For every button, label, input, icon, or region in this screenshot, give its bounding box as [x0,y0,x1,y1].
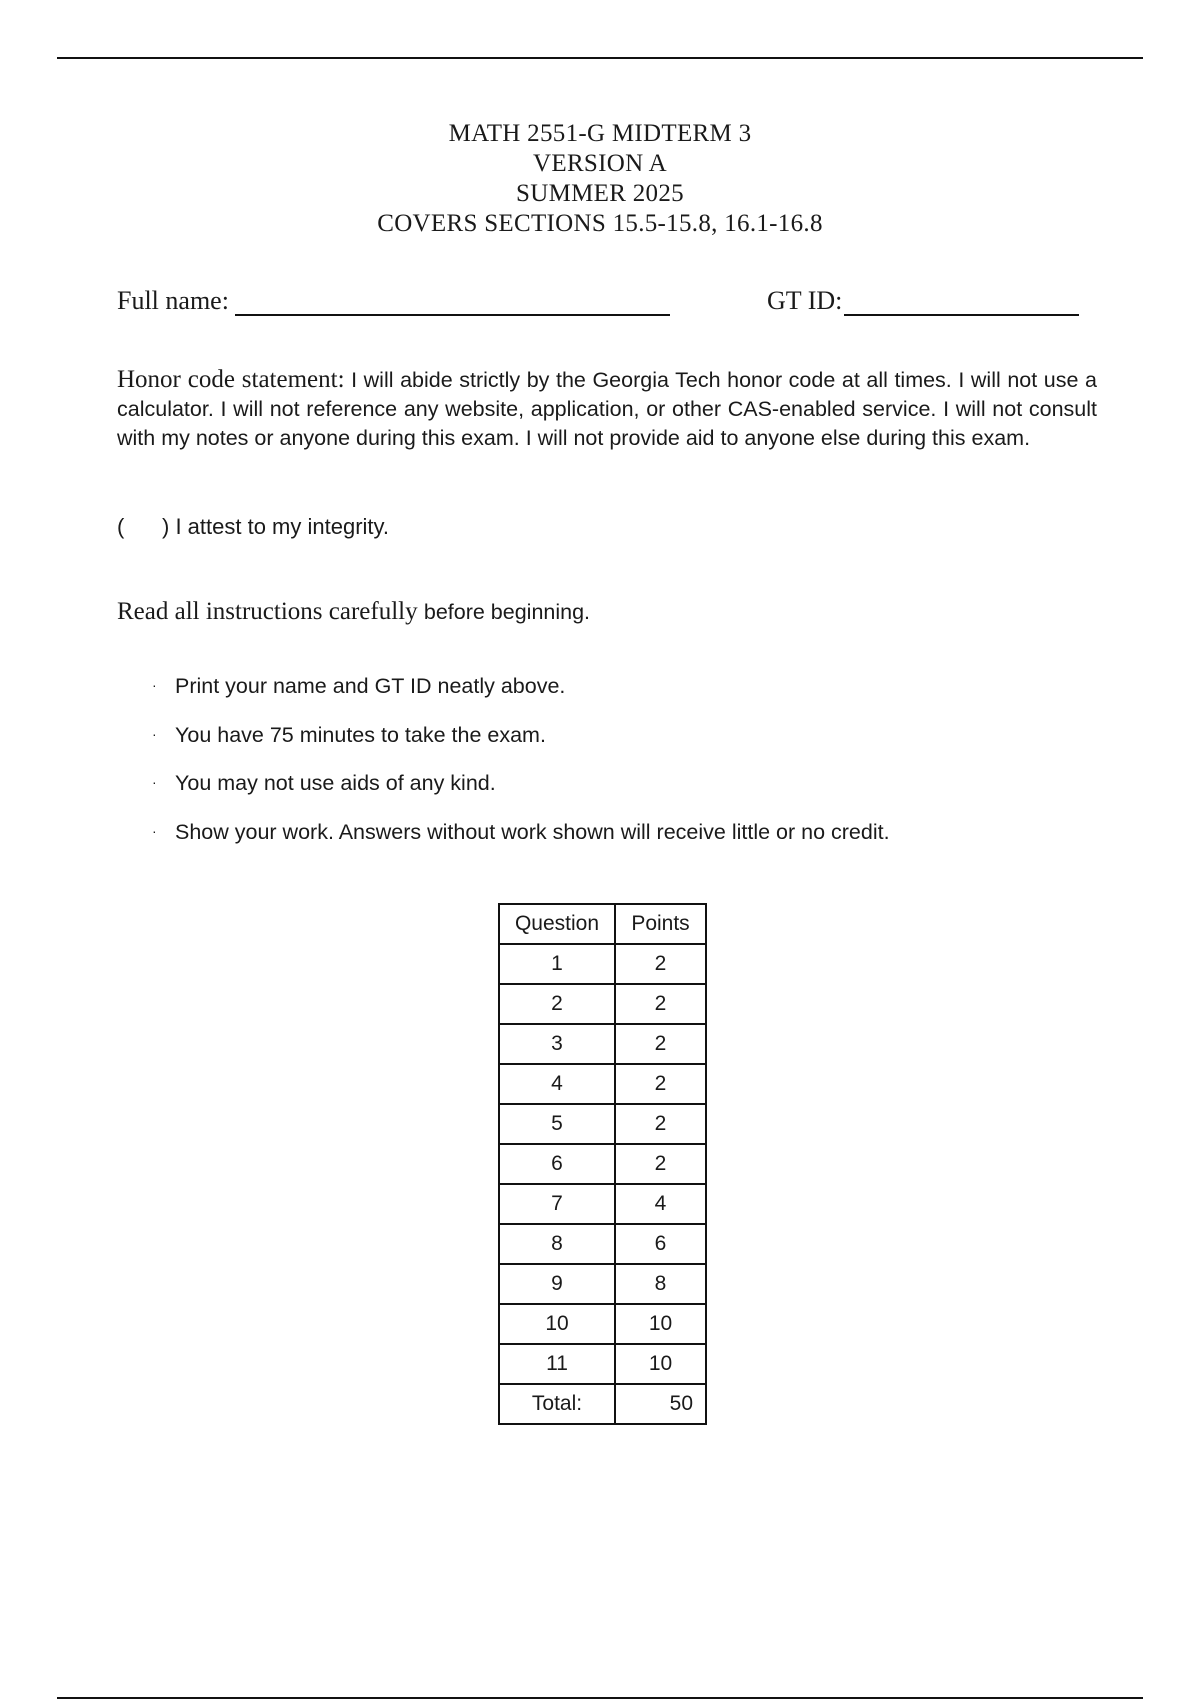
table-row [499,1304,706,1344]
table-row [499,1144,706,1184]
question-points: 2 [615,1064,706,1104]
read-instructions-heading [117,598,590,626]
table-row [499,984,706,1024]
table-row [499,1224,706,1264]
total-label: Total: [499,1384,615,1424]
list-item [152,674,890,723]
gt-id-label: GT ID: [767,286,843,315]
list-item [152,771,890,820]
exam-coverage: COVERS SECTIONS 15.5-15.8, 16.1-16.8 [377,210,823,237]
bottom-rule [57,1697,1143,1699]
instruction-text: You may not use aids of any kind. [175,771,496,795]
full-name-label: Full name: [117,286,229,315]
table-row [499,1024,706,1064]
question-number: 3 [499,1024,615,1064]
question-number: 4 [499,1064,615,1104]
question-points: 6 [615,1224,706,1264]
exam-term: SUMMER 2025 [516,180,684,207]
exam-version: VERSION A [533,150,667,177]
student-info-row [117,286,1087,326]
table-row [499,944,706,984]
question-points: 2 [615,1104,706,1144]
table-row [499,1184,706,1224]
attest-checkbox-open[interactable]: ( [117,514,125,539]
table-row [499,1264,706,1304]
question-number: 8 [499,1224,615,1264]
bullet-icon: · [152,725,157,742]
instruction-text: You have 75 minutes to take the exam. [175,722,546,747]
read-instructions-tail: before beginning. [423,600,591,624]
table-header-row [499,904,706,944]
points-column-header: Points [615,904,706,944]
instruction-text: Show your work. Answers without work shown will receive little or no credit. [175,819,890,844]
points-table [498,903,707,1425]
question-points: 10 [615,1344,706,1384]
honor-code-statement [117,365,1097,453]
honor-code-text: I will abide strictly by the Georgia Tech honor code at all times. I will not use a calculator. I will not reference any website, application, or other CAS-enabled service. I will not consult with my notes or anyone during this exam. I will not provide aid to anyone else during this exam. [117,368,1097,450]
question-points: 2 [615,1024,706,1064]
question-points: 4 [615,1184,706,1224]
question-number: 6 [499,1144,615,1184]
question-number: 10 [499,1304,615,1344]
question-number: 2 [499,984,615,1024]
attest-label: ) I attest to my integrity. [162,514,389,539]
integrity-attestation[interactable] [117,514,389,540]
full-name-field [117,286,670,316]
bullet-icon: · [152,822,157,839]
total-points: 50 [615,1384,706,1424]
bullet-icon: · [152,677,157,693]
bullet-icon: · [152,774,157,790]
question-points: 2 [615,1144,706,1184]
question-points: 10 [615,1304,706,1344]
gt-id-blank[interactable] [844,288,1079,316]
exam-title-block [0,119,1200,239]
question-column-header: Question [499,904,615,944]
instructions-list [152,674,890,868]
full-name-blank[interactable] [235,288,670,316]
question-points: 2 [615,944,706,984]
question-number: 5 [499,1104,615,1144]
table-row [499,1344,706,1384]
instruction-text: Print your name and GT ID neatly above. [175,674,566,698]
read-instructions-lead: Read all instructions carefully [117,598,418,625]
list-item [152,820,890,869]
top-rule [57,57,1143,59]
honor-code-lead: Honor code statement: [117,366,345,393]
question-points: 8 [615,1264,706,1304]
list-item [152,723,890,772]
table-row [499,1104,706,1144]
question-number: 11 [499,1344,615,1384]
question-points: 2 [615,984,706,1024]
question-number: 7 [499,1184,615,1224]
table-row [499,1064,706,1104]
gt-id-field [767,286,1079,316]
exam-course-title: MATH 2551-G MIDTERM 3 [448,120,752,147]
table-total-row [499,1384,706,1424]
question-number: 1 [499,944,615,984]
question-number: 9 [499,1264,615,1304]
